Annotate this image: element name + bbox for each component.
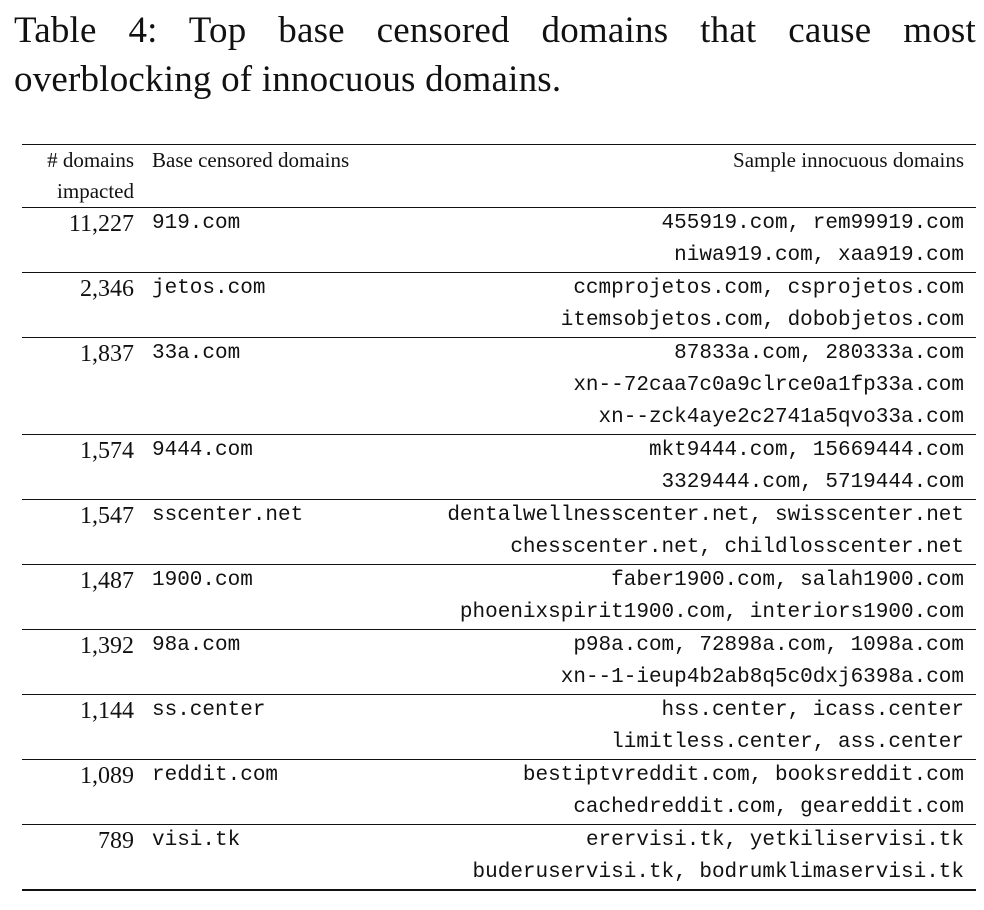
table-caption: Table 4: Top base censored domains that cause most overblocking of innocuous domains. <box>14 10 976 100</box>
sample-domain-line: limitless.center, ass.center <box>611 731 964 754</box>
base-domain-cell: visi.tk <box>152 829 241 852</box>
sample-domain-line: faber1900.com, salah1900.com <box>611 569 964 592</box>
sample-domains-cell <box>382 760 976 825</box>
table-row <box>22 695 976 760</box>
sample-domain-line: buderuservisi.tk, bodrumklimaservisi.tk <box>472 861 964 884</box>
sample-domain-line: 455919.com, rem99919.com <box>661 212 964 235</box>
sample-domain-line: xn--zck4aye2c2741a5qvo33a.com <box>598 406 964 429</box>
header-domains-impacted <box>22 145 142 208</box>
base-domain-cell: 9444.com <box>152 439 253 462</box>
table-body <box>22 208 976 891</box>
sample-domain-line: dentalwellnesscenter.net, swisscenter.net <box>447 504 964 527</box>
table-row <box>22 760 976 825</box>
sample-domains-cell <box>382 338 976 435</box>
table-row <box>22 565 976 630</box>
sample-domain-line: chesscenter.net, childlosscenter.net <box>510 536 964 559</box>
domains-impacted-cell: 1,837 <box>80 341 134 367</box>
sample-domain-line: erervisi.tk, yetkiliservisi.tk <box>585 829 964 852</box>
table-row <box>22 208 976 273</box>
base-domain-cell: ss.center <box>152 699 266 722</box>
domains-impacted-cell: 1,574 <box>80 438 134 464</box>
sample-domains-cell <box>382 500 976 565</box>
sample-domain-line: niwa919.com, xaa919.com <box>674 244 964 267</box>
sample-domain-line: p98a.com, 72898a.com, 1098a.com <box>573 634 964 657</box>
domains-impacted-cell: 11,227 <box>68 211 134 237</box>
sample-domains-cell <box>382 695 976 760</box>
sample-domain-line: xn--1-ieup4b2ab8q5c0dxj6398a.com <box>560 666 964 689</box>
table-row <box>22 338 976 435</box>
sample-domains-cell <box>382 630 976 695</box>
sample-domains-cell <box>382 435 976 500</box>
sample-domain-line: mkt9444.com, 15669444.com <box>648 439 964 462</box>
domains-impacted-cell: 1,089 <box>80 763 134 789</box>
header-count-line1: # domains <box>47 148 134 172</box>
sample-domain-line: 3329444.com, 5719444.com <box>661 471 964 494</box>
sample-domain-line: xn--72caa7c0a9clrce0a1fp33a.com <box>573 374 964 397</box>
domains-impacted-cell: 1,547 <box>80 503 134 529</box>
header-base-domains: Base censored domains <box>152 148 350 172</box>
domains-impacted-cell: 1,144 <box>80 698 134 724</box>
table-row <box>22 500 976 565</box>
table-row <box>22 630 976 695</box>
sample-domain-line: ccmprojetos.com, csprojetos.com <box>573 277 964 300</box>
domains-impacted-cell: 2,346 <box>80 276 134 302</box>
domains-impacted-cell: 1,487 <box>80 568 134 594</box>
base-domain-cell: sscenter.net <box>152 504 304 527</box>
header-sample-domains: Sample innocuous domains <box>733 148 964 172</box>
domains-impacted-cell: 1,392 <box>80 633 134 659</box>
base-domain-cell: 33a.com <box>152 342 241 365</box>
sample-domain-line: bestiptvreddit.com, booksreddit.com <box>522 764 964 787</box>
sample-domain-line: cachedreddit.com, geareddit.com <box>573 796 964 819</box>
sample-domains-cell <box>382 273 976 338</box>
table-row <box>22 273 976 338</box>
sample-domain-line: itemsobjetos.com, dobobjetos.com <box>560 309 964 332</box>
sample-domains-cell <box>382 208 976 273</box>
base-domain-cell: 98a.com <box>152 634 241 657</box>
base-domain-cell: reddit.com <box>152 764 279 787</box>
sample-domains-cell <box>382 565 976 630</box>
header-row <box>22 145 976 208</box>
base-domain-cell: jetos.com <box>152 277 266 300</box>
sample-domains-cell <box>382 825 976 891</box>
base-domain-cell: 919.com <box>152 212 241 235</box>
sample-domain-line: 87833a.com, 280333a.com <box>674 342 964 365</box>
table-row <box>22 825 976 891</box>
domains-impacted-cell: 789 <box>98 828 134 854</box>
sample-domain-line: phoenixspirit1900.com, interiors1900.com <box>459 601 964 624</box>
table-header <box>22 145 976 208</box>
overblocking-table <box>22 144 976 891</box>
table-row <box>22 435 976 500</box>
base-domain-cell: 1900.com <box>152 569 253 592</box>
sample-domain-line: hss.center, icass.center <box>661 699 964 722</box>
header-count-line2: impacted <box>57 179 134 203</box>
